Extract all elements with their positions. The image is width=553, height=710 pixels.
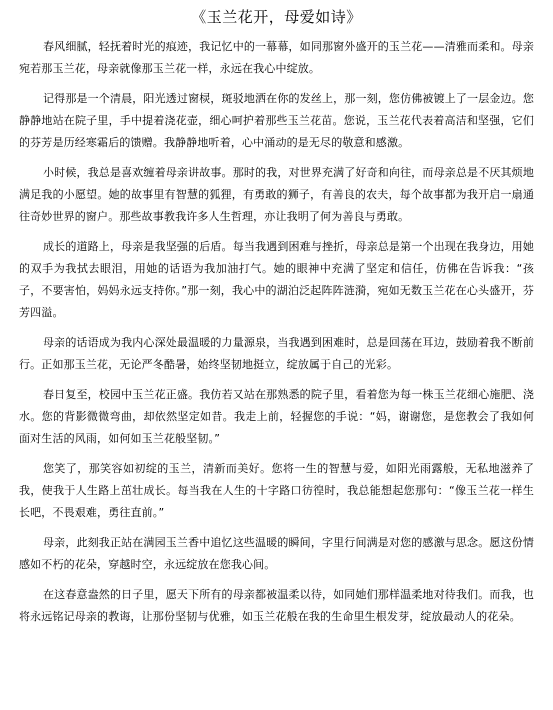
paragraph-9: 在这春意盎然的日子里，愿天下所有的母亲都被温柔以待，如同她们那样温柔地对待我们。而我，也将永远铭记母亲的教诲，让那份坚韧与优雅，如玉兰花般在我的生命里生根发芽，绽放最动人的花朵。 [19,588,534,623]
paragraph-4: 成长的道路上，母亲是我坚强的后盾。每当我遇到困难与挫折，母亲总是第一个出现在我身边，用她的双手为我拭去眼泪，用她的话语为我加油打气。她的眼神中充满了坚定和信任，仿佛在告诉我：“孩子，不要害怕，妈妈永远支持你。”那一刻，我心中的湖泊泛起阵阵涟漪，宛如无数玉兰花在心头盛开，芬芳四溢。 [19,240,534,319]
document-title: 《玉兰花开，母爱如诗》 [191,8,362,26]
paragraph-8: 母亲，此刻我正站在满园玉兰香中追忆这些温暖的瞬间，字里行间满是对您的感激与思念。愿这份情感如不朽的花朵，穿越时空，永远绽放在您我心间。 [19,536,534,571]
paragraph-5: 母亲的话语成为我内心深处最温暖的力量源泉，当我遇到困难时，总是回荡在耳边，鼓励着我不断前行。正如那玉兰花，无论严冬酷暑，始终坚韧地挺立，绽放属于自己的光彩。 [19,336,534,371]
paragraph-3: 小时候，我总是喜欢缠着母亲讲故事。那时的我，对世界充满了好奇和向往，而母亲总是不厌其烦地满足我的小愿望。她的故事里有智慧的狐狸，有勇敢的狮子，有善良的农夫，每个故事都为我开启一扇通往奇妙世界的窗户。那些故事教我许多人生哲理，亦让我明了何为善良与勇敢。 [19,166,534,223]
paragraph-6: 春日复至，校园中玉兰花正盛。我仿若又站在那熟悉的院子里，看着您为每一株玉兰花细心施肥、浇水。您的背影微微弯曲，却依然坚定如昔。我走上前，轻握您的手说：“妈，谢谢您，是您教会了我如何面对生活的风雨，如何如玉兰花般坚韧。” [19,388,534,445]
paragraph-1: 春风细腻，轻抚着时光的痕迹，我记忆中的一幕幕，如同那窗外盛开的玉兰花——清雅而柔和。母亲宛若那玉兰花，母亲就像那玉兰花一样，永远在我心中绽放。 [19,40,534,75]
paragraph-2: 记得那是一个清晨，阳光透过窗棂，斑驳地洒在你的发丝上，那一刻，您仿佛被镀上了一层金边。您静静地站在院子里，手中提着浇花壶，细心呵护着那些玉兰花苗。您说，玉兰花代表着高洁和坚强，它们的芬芳是历经寒霜后的馈赠。我静静地听着，心中涌动的是无尽的敬意和感激。 [19,92,534,149]
paragraph-7: 您笑了，那笑容如初绽的玉兰，清新而美好。您将一生的智慧与爱，如阳光雨露般，无私地滋养了我，使我于人生路上茁壮成长。每当我在人生的十字路口彷徨时，我总能想起您那句：“像玉兰花一样生长吧，不畏艰难，勇往直前。” [19,462,534,519]
